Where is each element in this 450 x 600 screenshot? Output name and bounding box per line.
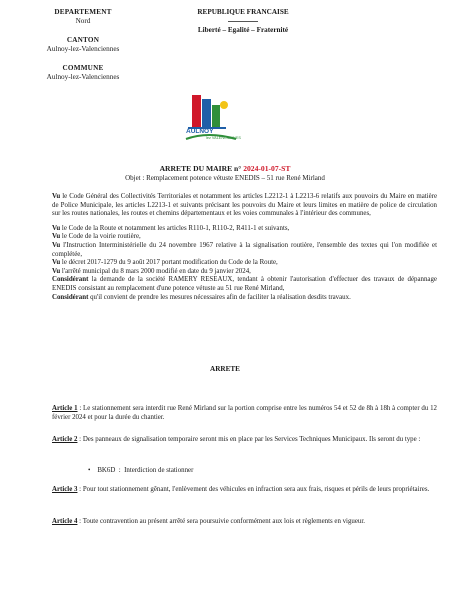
department-label: DEPARTEMENT: [54, 8, 112, 16]
logo-subtext: lez VALENCIENNES: [206, 136, 241, 140]
article-2: Article 2 : Des panneaux de signalisation temporaire seront mis en place par les Services Techniques Municipaux. Ils seront du type :: [52, 436, 421, 443]
sign-code: BK6D: [97, 467, 116, 474]
consideration-item: Considérant qu'il convient de prendre les mesures nécessaires afin de faciliter la réalisation desdits travaux.: [52, 293, 351, 301]
decree-number: 2024-01-07-ST: [243, 164, 291, 173]
consideration-item: Vu le décret 2017-1279 du 9 août 2017 portant modification du Code de la Route,: [52, 259, 278, 267]
sign-label: Interdiction de stationner: [124, 467, 194, 474]
consideration-item: Considérant la demande de la société RAMERY RESEAUX, tendant à obtenir l'autorisation d'effectuer des travaux de dépannage ENEDIS consistant au remplacement d'une potence vétuste au 51 rue René Mirland,: [52, 276, 437, 292]
decree-object: Objet : Remplacement potence vétuste ENEDIS – 51 rue René Mirland: [125, 174, 325, 182]
decree-title-prefix: ARRETE DU MAIRE n°: [159, 164, 244, 173]
decree-title: [0, 164, 450, 173]
republic-title: REPUBLIQUE FRANCAISE: [197, 8, 289, 16]
bullet-icon: •: [88, 467, 91, 474]
republic-header: [178, 8, 308, 35]
considerations: [52, 193, 437, 302]
consideration-item: Vu le Code de la voirie routière,: [52, 233, 141, 241]
consideration-item: Vu l'arrêté municipal du 8 mars 2000 modifié en date du 9 janvier 2024,: [52, 267, 251, 275]
consideration-item: Vu le Code Général des Collectivités Territoriales et notamment les articles L2212-1 à L2213-6 relatifs aux pouvoirs du Maire en matière de Police Municipale, les articles L2213-1 et suivants précisant les pouvoirs du Maire et leurs limites en matière de police de circulation sur les routes nationales, les routes et chemins départementaux et les voies communales à l'intérieur des communes,: [52, 193, 437, 218]
consideration-item: Vu le Code de la Route et notamment les articles R110-1, R110-2, R411-1 et suivants,: [52, 224, 290, 232]
divider: [228, 21, 258, 22]
commune-label: COMMUNE: [62, 64, 104, 72]
canton-value: Aulnoy-lez-Valenciennes: [46, 45, 120, 53]
town-logo-graphic: [178, 85, 248, 155]
administrative-header: [8, 8, 158, 82]
republic-motto: Liberté – Egalité – Fraternité: [197, 26, 289, 34]
commune-value: Aulnoy-lez-Valenciennes: [46, 73, 120, 81]
article-1: Article 1 : Le stationnement sera interdit rue René Mirland sur la portion comprise entre les numéros 54 et 52 de 8h à 18h à compter du 12 février 2024 et pour la durée du chantier.: [52, 405, 437, 421]
logo-text: AULNOY: [186, 128, 214, 135]
consideration-item: Vu l'Instruction Interministérielle du 24 novembre 1967 relative à la signalisation routière, l'ensemble des textes qui l'on modifiée et complétée,: [52, 241, 437, 258]
article-4: Article 4 : Toute contravention au présent arrêté sera poursuivie conformément aux lois et règlements en vigueur.: [52, 518, 366, 525]
sign-list-item: • BK6D : Interdiction de stationner: [88, 467, 194, 474]
town-logo: [178, 85, 248, 155]
arrete-heading: ARRETE: [210, 365, 240, 373]
department-value: Nord: [75, 17, 91, 25]
article-3: Article 3 : Pour tout stationnement gênant, l'enlèvement des véhicules en infraction sera aux frais, risques et périls de leurs propriétaires.: [52, 486, 430, 493]
canton-label: CANTON: [66, 36, 100, 44]
